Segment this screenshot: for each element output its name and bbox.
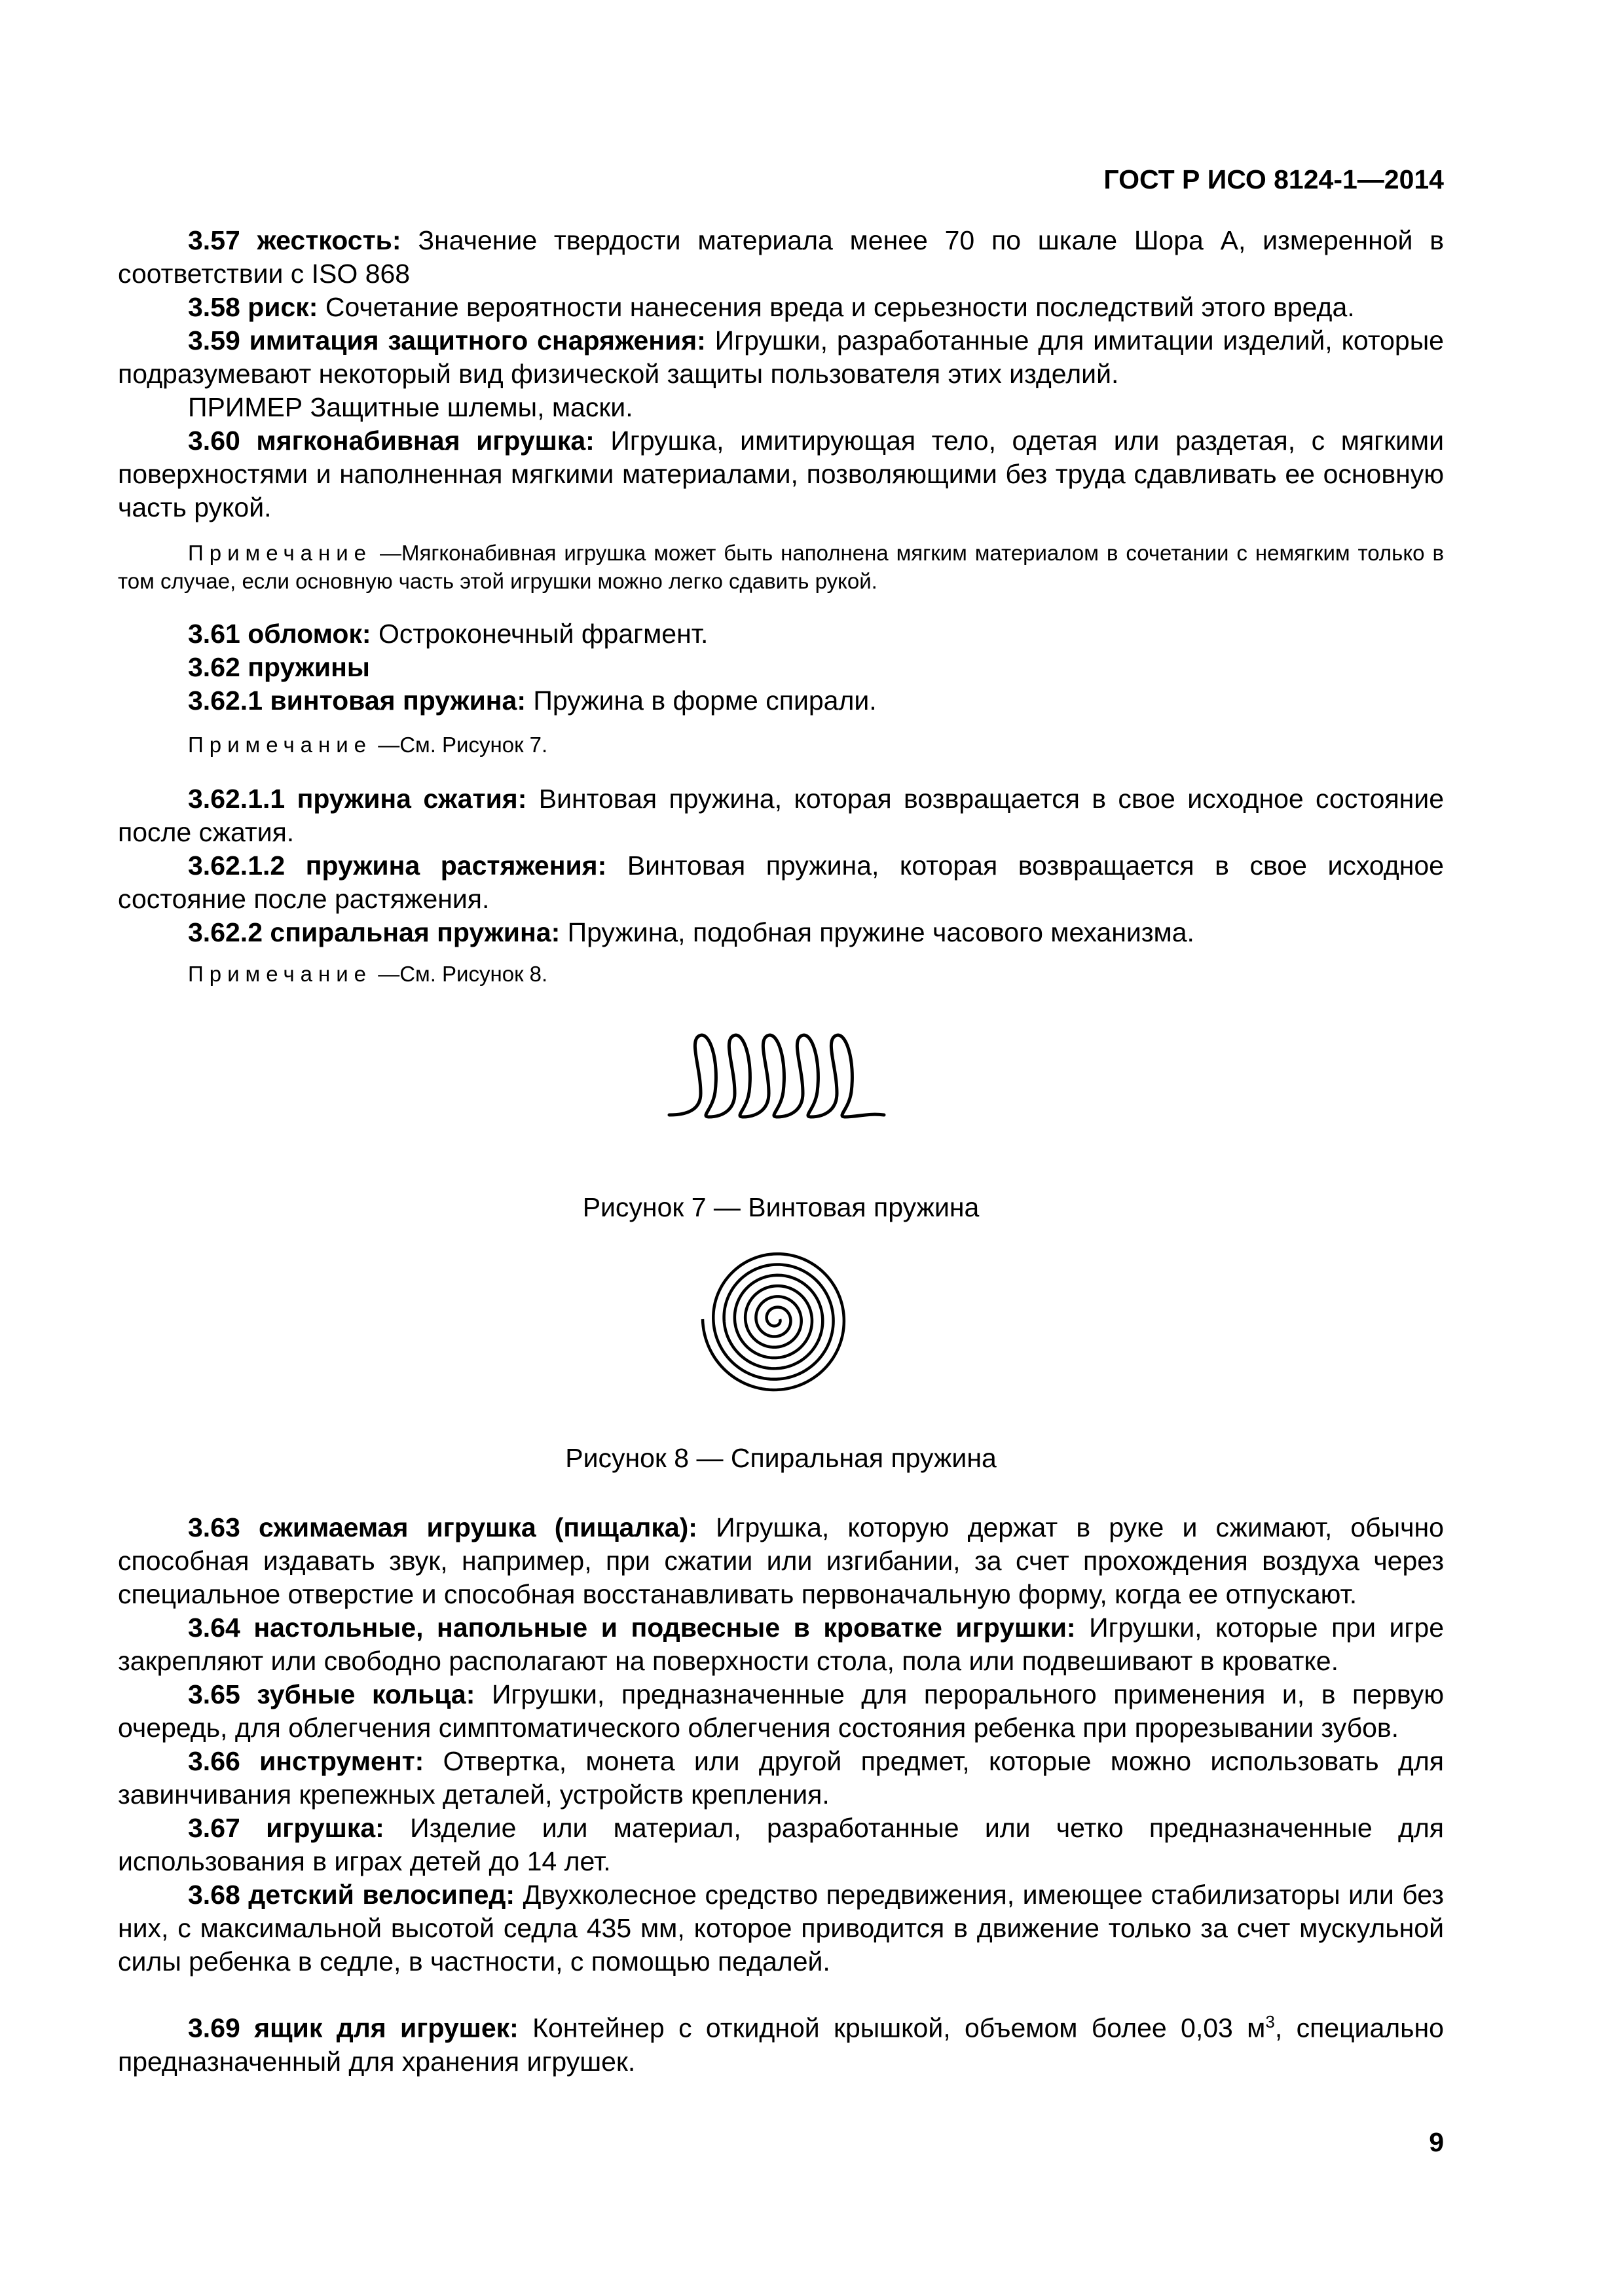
note-text: Мягконабивная игрушка может быть наполнена мягким материалом в сочетании с немягким только в том случае, если основную часть этой игрушки можно легко сдавить рукой. [118,541,1445,593]
term-number: 3.62.1.1 [188,784,286,814]
term-paragraph [118,324,1444,391]
document-header: ГОСТ Р ИСО 8124-1—2014 [1103,164,1444,194]
term-name: игрушка: [266,1813,384,1843]
term-paragraph [118,1745,1444,1812]
term-paragraph [118,1812,1444,1878]
term-name: пружина растяжения: [305,850,607,881]
note-2 [118,731,1444,759]
term-paragraph [118,1511,1444,1611]
term-number: 3.63 [188,1512,240,1542]
term-definition-end: , специально предназначенный для хранения игрушек. [118,2013,1444,2077]
term-definition: Игрушка, которую держат в руке и сжимают, обычно способная издавать звук, например, при сжатии или изгибании, за счет прохождения воздуха через специальное отверстие и способная восстанавливать первоначальную форму, когда ее отпускают. [118,1512,1444,1609]
term-number: 3.64 [188,1613,240,1643]
term-name: настольные, напольные и подвесные в кроватке игрушки: [253,1613,1076,1643]
term-definition: Сочетание вероятности нанесения вреда и серьезности последствий этого вреда. [325,292,1355,322]
note-label: Примечание [188,733,373,757]
terms-block-1 [118,224,1444,524]
term-definition: Винтовая пружина, которая возвращается в свое исходное состояние после сжатия. [118,784,1444,847]
term-definition: Пружина в форме спирали. [533,685,877,716]
term-definition: Двухколесное средство передвижения, имеющее стабилизаторы или без них, с максимальной высотой седла 435 мм, которое приводится в движение только за счет мускульной силы ребенка в седле, в частности, с помощью педалей. [118,1880,1444,1977]
note-dash: — [378,962,400,986]
term-number: 3.65 [188,1679,240,1709]
note-1 [118,539,1444,595]
term-number: 3.62 [188,652,240,682]
term-number: 3.62.1.2 [188,850,286,881]
page-number: 9 [1429,2127,1444,2157]
term-number: 3.62.2 [188,917,263,947]
helical-spring-coil [669,1035,884,1117]
term-number: 3.69 [188,2013,240,2043]
term-paragraph [118,291,1444,324]
term-number: 3.58 [188,292,240,322]
term-definition: Изделие или материал, разработанные или четко предназначенные для использования в играх детей до 14 лет. [118,1813,1444,1876]
term-name: обломок: [248,619,371,649]
note-label: Примечание [188,541,373,565]
term-definition: Остроконечный фрагмент. [378,619,709,649]
helical-spring-figure [661,1021,891,1133]
note-dash: — [379,541,401,565]
terms-block-2 [118,617,1444,718]
term-definition: Контейнер с откидной крышкой, объемом более 0,03 м [532,2013,1266,2043]
term-number: 3.59 [188,325,240,355]
term-paragraph [118,1878,1444,1978]
term-definition: Игрушки, разработанные для имитации изделий, которые подразумевают некоторый вид физической защиты пользователя этих изделий. [118,325,1444,389]
term-name: имитация защитного снаряжения: [249,325,706,355]
terms-block-3 [118,782,1444,949]
term-definition: Игрушка, имитирующая тело, одетая или раздетая, с мягкими поверхностями и наполненная мягкими материалами, позволяющими без труда сдавливать ее основную часть рукой. [118,426,1444,522]
note-dash: — [378,733,400,757]
term-name: ящик для игрушек: [254,2013,519,2043]
note-text: См. Рисунок 8. [399,962,548,986]
term-paragraph [118,224,1444,291]
term-paragraph [118,849,1444,916]
term-name: пружина сжатия: [297,784,527,814]
term-name: мягконабивная игрушка: [256,426,595,456]
term-name: сжимаемая игрушка (пищалка): [258,1512,697,1542]
term-name: инструмент: [259,1746,424,1776]
term-number: 3.57 [188,225,240,255]
term-number: 3.68 [188,1880,240,1910]
term-paragraph [118,782,1444,849]
term-number: 3.67 [188,1813,240,1843]
term-3-69 [118,2005,1444,2079]
term-definition: Винтовая пружина, которая возвращается в свое исходное состояние после растяжения. [118,850,1444,914]
example-text: ПРИМЕР Защитные шлемы, маски. [188,392,633,422]
term-name: жесткость: [257,225,401,255]
term-paragraph [118,391,1444,424]
term-definition: Игрушки, предназначенные для перорального применения и, в первую очередь, для облегчения симптоматического облегчения состояния ребенка при прорезывании зубов. [118,1679,1444,1743]
spiral-spring-figure [694,1237,858,1401]
figure-8-caption: Рисунок 8 — Спиральная пружина [565,1443,997,1473]
term-name: пружины [248,652,370,682]
term-paragraph [118,1678,1444,1745]
superscript: 3 [1265,2012,1275,2032]
note-label: Примечание [188,962,373,986]
term-definition: Значение твердости материала менее 70 по шкале Шора А, измеренной в соответствии с ISO 868 [118,225,1444,289]
term-number: 3.61 [188,619,240,649]
term-paragraph [118,916,1444,949]
term-paragraph [118,617,1444,651]
term-name: зубные кольца: [257,1679,475,1709]
figure-7-caption: Рисунок 7 — Винтовая пружина [582,1192,980,1222]
term-name: риск: [248,292,318,322]
term-definition: Отвертка, монета или другой предмет, которые можно использовать для завинчивания крепежных деталей, устройств крепления. [118,1746,1444,1810]
term-name: детский велосипед: [248,1880,515,1910]
term-paragraph [118,651,1444,684]
term-number: 3.60 [188,426,240,456]
term-number: 3.62.1 [188,685,263,716]
term-paragraph [118,1611,1444,1678]
term-name: винтовая пружина: [270,685,526,716]
term-paragraph [118,424,1444,524]
term-name: спиральная пружина: [270,917,561,947]
note-3 [118,960,1444,988]
term-definition: Игрушки, которые при игре закрепляют или свободно располагают на поверхности стола, пола или подвешивают в кроватке. [118,1613,1444,1676]
note-text: См. Рисунок 7. [399,733,548,757]
terms-block-4 [118,1511,1444,1978]
term-paragraph [118,684,1444,718]
spiral-spring-coil [703,1254,844,1390]
term-number: 3.66 [188,1746,240,1776]
term-definition: Пружина, подобная пружине часового механизма. [567,917,1194,947]
